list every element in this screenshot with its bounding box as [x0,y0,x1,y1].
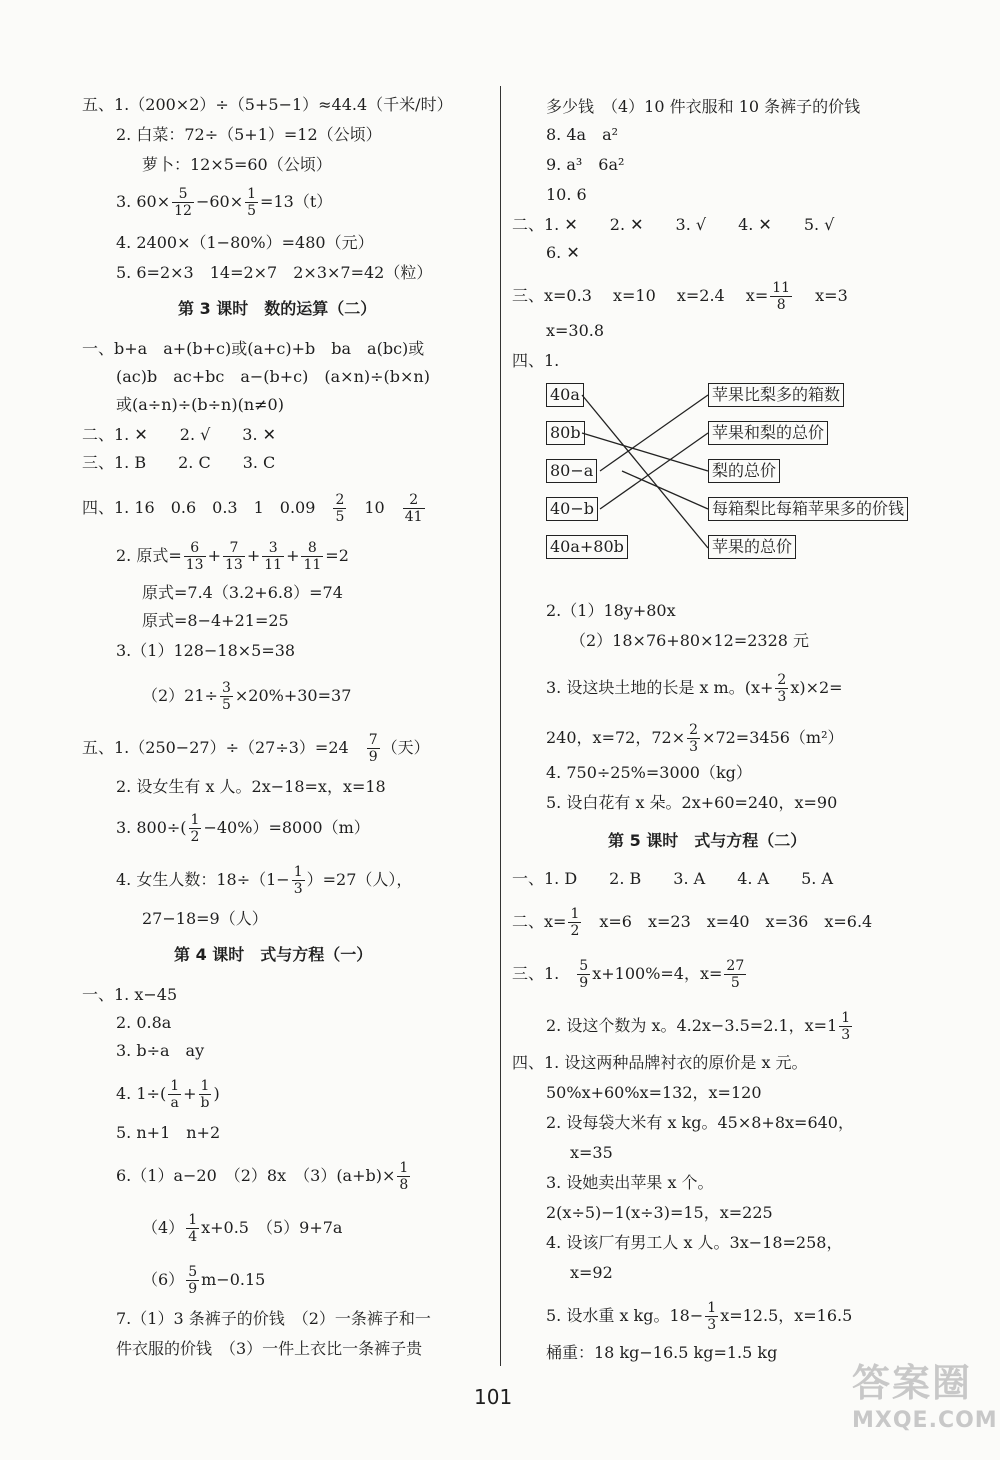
answer-line: 4. 750÷25%=3000（kg） [546,763,752,782]
answer-line: 2. 0.8a [116,1013,172,1032]
match-line [600,433,708,509]
page-number: 101 [474,1385,513,1409]
answer-line: 一、1. D 2. B 3. A 4. A 5. A [512,869,834,888]
match-right-box: 苹果比梨多的箱数 [708,383,844,407]
answer-line-fraction: 5. 设水重 x kg。18− $\frac{1}{3}$ x=12.5，x=16.5 [546,1300,853,1333]
answer-line-fraction: 2. 设这个数为 x。4.2x−3.5=2.1，x=1 $\frac{1}{3}$ [546,1010,851,1043]
answer-line: 2. 设每袋大米有 x kg。45×8+8x=640， [546,1113,854,1132]
match-right-box: 梨的总价 [708,459,780,483]
answer-line: 五、1.（200×2）÷（5+5−1）≈44.4（千米/时） [82,95,453,114]
answer-line: x=30.8 [546,321,605,340]
match-left-box: 40−b [546,497,598,521]
answer-line-fraction: 4. 1÷( $\frac{1}{a}$ + $\frac{1}{b}$ ) [116,1078,220,1111]
answer-line: 或(a÷n)÷(b÷n)(n≠0) [116,395,284,414]
answer-line: 5. n+1 n+2 [116,1123,221,1142]
match-line [582,395,708,548]
answer-line: 原式=7.4（3.2+6.8）=74 [142,583,343,602]
answer-line: 一、b+a a+(b+c)或(a+c)+b ba a(bc)或 [82,339,425,358]
answer-line-fraction: 3. 设这块土地的长是 x m。(x+ $\frac{2}{3}$ x)×2= [546,672,843,705]
answer-line-fraction: 四、1. 16 0.6 0.3 1 0.09 $\frac{2}{5}$ 10 $\frac{2}{41}$ [82,492,423,525]
answer-line: 27−18=9（人） [142,909,268,928]
answer-line: x=35 [570,1143,613,1162]
answer-line: 萝卜：12×5=60（公顷） [142,155,332,174]
answer-line: 5. 设白花有 x 朵。2x+60=240，x=90 [546,793,838,812]
match-line [600,395,708,471]
answer-line: 9. a³ 6a² [546,155,625,174]
answer-line: 50%x+60%x=132，x=120 [546,1083,762,1102]
watermark-text: 答案圈 [852,1361,973,1405]
answer-line: 8. 4a a² [546,125,619,144]
match-right-box: 苹果和梨的总价 [708,421,828,445]
answer-line: 件衣服的价钱 （3）一件上衣比一条裤子贵 [116,1339,423,1358]
answer-line: （2）18×76+80×12=2328 元 [570,631,810,650]
answer-line: 3.（1）128−18×5=38 [116,641,296,660]
answer-line: 5. 6=2×3 14=2×7 2×3×7=42（粒） [116,263,433,282]
answer-line-fraction: 2. 原式= $\frac{6}{13}$ + $\frac{7}{13}$ + $\frac{3}{11}$ + $\frac{8}{11}$ =2 [116,540,349,573]
answer-line: 6. ✕ [546,243,580,262]
answer-line-fraction: 6.（1）a−20 （2）8x （3）(a+b)× $\frac{1}{8}$ [116,1160,409,1193]
match-left-box: 80b [546,421,585,445]
match-left-box: 40a [546,383,584,407]
answer-line-fraction: （2）21÷ $\frac{3}{5}$ ×20%+30=37 [142,680,352,713]
answer-line: 桶重：18 kg−16.5 kg=1.5 kg [546,1343,778,1362]
answer-line-fraction: 3. 800÷( $\frac{1}{2}$ −40%）=8000（m） [116,812,370,845]
answer-line: 多少钱 （4）10 件衣服和 10 条裤子的价钱 [546,97,861,116]
watermark-url: MXQE.COM [852,1408,998,1433]
answer-line: 三、1. B 2. C 3. C [82,453,276,472]
answer-line: 2(x÷5)−1(x÷3)=15，x=225 [546,1203,773,1222]
answer-line: 2.（1）18y+80x [546,601,676,620]
answer-line: 7.（1）3 条裤子的价钱 （2）一条裤子和一 [116,1309,431,1328]
answer-line: (ac)b ac+bc a−(b+c) (a×n)÷(b×n) [116,367,430,386]
match-right-box: 苹果的总价 [708,535,796,559]
section-heading: 第 5 课时 式与方程（二） [608,831,807,850]
answer-line-fraction: 4. 女生人数：18÷（1− $\frac{1}{3}$ ）=27（人）， [116,864,413,897]
answer-line-fraction: 3. 60× $\frac{5}{12}$ −60× $\frac{1}{5}$ =13（t） [116,186,333,219]
match-line [622,471,708,509]
section-heading: 第 4 课时 式与方程（一） [174,945,373,964]
answer-line-fraction: 五、1.（250−27）÷（27÷3）=24 $\frac{7}{9}$ （天） [82,732,430,765]
answer-line: 4. 设该厂有男工人 x 人。3x−18=258， [546,1233,843,1252]
answer-line-fraction: 三、1. $\frac{5}{9}$ x+100%=4，x= $\frac{27}{5}$ [512,958,745,991]
fraction: $\frac{1}{5}$ [247,186,257,219]
answer-line: 四、1. 设这两种品牌衬衣的原价是 x 元。 [512,1053,808,1072]
answer-line: 二、1. ✕ 2. ✕ 3. √ 4. ✕ 5. √ [512,215,835,234]
answer-line: x=92 [570,1263,613,1282]
answer-line: 4. 2400×（1−80%）=480（元） [116,233,374,252]
watermark-logo [852,1360,998,1450]
match-right-box: 每箱梨比每箱苹果多的价钱 [708,497,908,521]
answer-line: 原式=8−4+21=25 [142,611,289,630]
answer-line: 四、1. [512,351,560,370]
answer-line: 3. 设她卖出苹果 x 个。 [546,1173,714,1192]
answer-line: 2. 白菜：72÷（5+1）=12（公顷） [116,125,382,144]
answer-line: 3. b÷a ay [116,1041,205,1060]
match-left-box: 80−a [546,459,597,483]
match-left-box: 40a+80b [546,535,628,559]
answer-line: 一、1. x−45 [82,985,178,1004]
answer-line: 二、1. ✕ 2. √ 3. ✕ [82,425,277,444]
answer-line-fraction: 二、x= $\frac{1}{2}$ x=6 x=23 x=40 x=36 x=6.4 [512,906,873,939]
answer-line-fraction: 240，x=72，72× $\frac{2}{3}$ ×72=3456（m²） [546,722,844,755]
answer-line-fraction: 三、x=0.3 x=10 x=2.4 x= $\frac{11}{8}$ x=3 [512,280,848,313]
fraction: $\frac{5}{12}$ [174,186,192,219]
section-heading: 第 3 课时 数的运算（二） [178,299,377,318]
answer-line-fraction: （4） $\frac{1}{4}$ x+0.5 （5）9+7a [142,1212,343,1245]
answer-line-fraction: （6） $\frac{5}{9}$ m−0.15 [142,1264,266,1297]
answer-line: 10. 6 [546,185,587,204]
answer-line: 2. 设女生有 x 人。2x−18=x，x=18 [116,777,386,796]
